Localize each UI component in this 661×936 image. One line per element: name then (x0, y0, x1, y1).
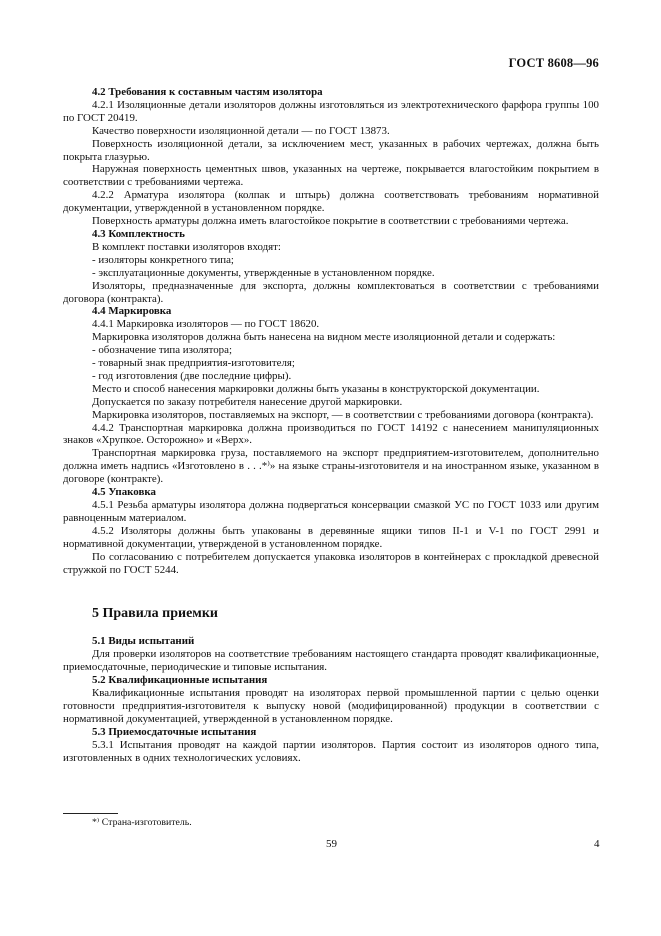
heading-4-4: 4.4 Маркировка (92, 305, 172, 318)
paragraph: Маркировка изоляторов должна быть нанесена на видном месте изоляционной детали и содержать: (92, 331, 556, 344)
paragraph: 5.3.1 Испытания проводят на каждой партии изоляторов. Партия состоит из изоляторов одного типа, изготовленных в одних технологических условиях. (63, 738, 599, 764)
paragraph: Транспортная маркировка груза, поставляемого на экспорт предприятием-изготовителем, дополнительно должна иметь надпись «Изготовлено в . . .*⁾» на языке страны-изготовителя и на иностранном языке, указанном в договоре (контракте). (63, 447, 599, 486)
footnote-separator (63, 813, 118, 814)
footnote-text: Страна-изготовитель. (101, 817, 192, 828)
heading-5-1: 5.1 Виды испытаний (92, 635, 195, 648)
paragraph: Поверхность арматуры должна иметь влагостойкое покрытие в соответствии с требованиями чертежа. (92, 215, 569, 228)
document-body (63, 86, 599, 764)
paragraph: 4.4.2 Транспортная маркировка должна производиться по ГОСТ 14192 с нанесением манипуляционных знаков «Хрупкое. Осторожно» и «Верх». (63, 421, 599, 447)
paragraph: 4.5.2 Изоляторы должны быть упакованы в деревянные ящики типов II-1 и V-1 по ГОСТ 2991 и нормативной документации, утвержденой в установленном порядке. (63, 524, 599, 550)
paragraph: Поверхность изоляционной детали, за исключением мест, указанных в рабочих чертежах, должна быть покрыта глазурью. (63, 137, 599, 163)
document-code-header: ГОСТ 8608—96 (508, 56, 599, 70)
list-item: - обозначение типа изолятора; (92, 344, 232, 357)
paragraph: По согласованию с потребителем допускается упаковка изоляторов в контейнерах с прокладкой древесной стружкой по ГОСТ 5244. (63, 550, 599, 576)
paragraph: Изоляторы, предназначенные для экспорта, должны комплектоваться в соответствии с требованиями договора (контракта). (63, 279, 599, 305)
heading-5-2: 5.2 Квалификационные испытания (92, 674, 268, 687)
list-item: - товарный знак предприятия-изготовителя; (92, 357, 295, 370)
paragraph: Для проверки изоляторов на соответствие требованиям настоящего стандарта проводят квалификационные, приемосдаточные, периодические и типовые испытания. (63, 648, 599, 674)
paragraph: 4.2.1 Изоляционные детали изоляторов должны изготовляться из электротехнического фарфора группы 100 по ГОСТ 20419. (63, 98, 599, 124)
page-number-right: 4 (594, 838, 600, 850)
list-item: - эксплуатационные документы, утвержденные в установленном порядке. (92, 266, 435, 279)
list-item: - изоляторы конкретного типа; (92, 253, 234, 266)
heading-5-3: 5.3 Приемосдаточные испытания (92, 725, 257, 738)
section-5-title: 5 Правила приемки (92, 606, 218, 622)
paragraph: В комплект поставки изоляторов входят: (92, 240, 281, 253)
heading-4-3: 4.3 Комплектность (92, 227, 185, 240)
heading-4-2: 4.2 Требования к составным частям изолятора (92, 86, 323, 98)
paragraph: 4.4.1 Маркировка изоляторов — по ГОСТ 18620. (92, 318, 320, 331)
paragraph: Место и способ нанесения маркировки должны быть указаны в конструкторской документации. (92, 382, 540, 395)
footnote-mark: *⁾ (92, 817, 100, 828)
footnote (92, 817, 192, 828)
paragraph: Качество поверхности изоляционной детали — по ГОСТ 13873. (92, 124, 390, 137)
paragraph: 4.2.2 Арматура изолятора (колпак и штырь) должна соответствовать требованиям нормативной документации, утвержденной в установленном порядке. (63, 189, 599, 215)
list-item: - год изготовления (две последние цифры). (92, 369, 292, 382)
paragraph: Наружная поверхность цементных швов, указанных на чертеже, покрывается влагостойким покрытием в соответствии с требованиями чертежа. (63, 163, 599, 189)
heading-4-5: 4.5 Упаковка (92, 486, 156, 499)
paragraph: Маркировка изоляторов, поставляемых на экспорт, — в соответствии с требованиями договора (контракта). (92, 408, 594, 421)
paragraph: Допускается по заказу потребителя нанесение другой маркировки. (92, 395, 403, 408)
paragraph: 4.5.1 Резьба арматуры изолятора должна подвергаться консервации смазкой УС по ГОСТ 1033 или другим равноценным материалом. (63, 499, 599, 524)
page-number-center: 59 (326, 838, 337, 850)
paragraph: Квалификационные испытания проводят на изоляторах первой промышленной партии с целью оценки готовности предприятия-изготовителя к выпуску новой (модифицированной) продукции в соответствии с нормативной документацией, утвержденной в установленном порядке. (63, 686, 599, 725)
